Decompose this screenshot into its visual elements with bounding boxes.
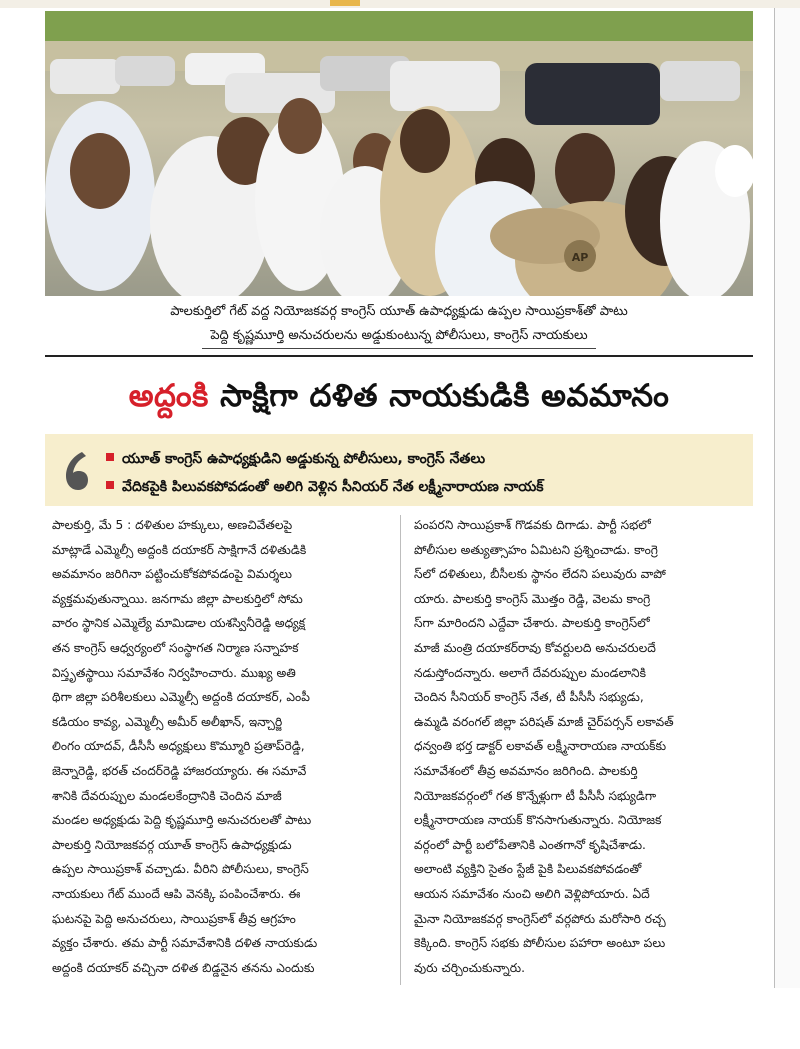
article-line: యారు. పాలకుర్తి కాంగ్రెస్ మొత్తం రెడ్డి, వెలమ కాంగ్రె <box>414 591 651 606</box>
article-line: వ్యక్తమవుతున్నాయి. జనగామ జిల్లా పాలకుర్తిలో సోమ <box>52 591 303 606</box>
article-line: వురు చర్చించుకున్నారు. <box>414 960 526 975</box>
cap-badge: AP <box>571 251 589 264</box>
bullet-icon <box>106 453 114 461</box>
photo-caption <box>45 300 753 349</box>
highlight-text-2: వేదికపైకి పిలువకపోవడంతో అలిగి వెళ్లిన సీనియర్ నేత లక్ష్మీనారాయణ నాయక్ <box>122 479 544 495</box>
article-line: శానికి దేవరుప్పుల మండలకేంద్రానికి చెందిన మాజీ <box>52 788 282 803</box>
photo-image-icon <box>45 11 753 296</box>
headline-rule <box>45 355 753 357</box>
article-line: జెన్నారెడ్డి, భరత్ చందర్‌రెడ్డి హాజరయ్యారు. ఈ సమావే <box>52 763 307 778</box>
article-line: వర్గంలో పార్టీ బలోపేతానికి ఎంతగానో కృషిచేశాడు. <box>414 837 646 852</box>
article-line: ఘటనపై పెద్ది అనుచరులు, సాయిప్రకాశ్ తీవ్ర ఆగ్రహం <box>52 911 296 926</box>
article-line: నడుస్తోందన్నారు. అలాగే దేవరుప్పుల మండలానికి <box>414 665 646 680</box>
article-line: ఉమ్మడి వరంగల్ జిల్లా పరిషత్ మాజీ చైర్‌పర్సన్ లకావత్ <box>414 714 674 729</box>
top-accent <box>330 0 360 6</box>
article-line: లింగం యాదవ్, డీసీసీ అధ్యక్షులు కొమ్మూరి ప్రతాప్‌రెడ్డి, <box>52 739 305 754</box>
article-line: అద్దంకి దయాకర్ వచ్చినా దళిత బిడ్డనైన తనను ఎందుకు <box>52 960 315 975</box>
headline-red-part: అద్దంకి <box>128 378 209 414</box>
article-line: ఆయన సమావేశం నుంచి అలిగి వెళ్లిపోయారు. ఏదే <box>414 886 650 901</box>
article-line: నాయకులు గేట్ ముందే ఆపి వెనక్కి పంపించేశారు. ఈ <box>52 886 301 901</box>
highlight-text-1: యూత్ కాంగ్రెస్ ఉపాధ్యక్షుడిని అడ్డుకున్న పోలీసులు, కాంగ్రెస్ నేతలు <box>122 451 486 467</box>
highlight-item-2 <box>106 476 544 498</box>
article-line: అవమానం జరిగినా పట్టించుకోకపోవడంపై విమర్శలు <box>52 567 292 582</box>
article-line: ఉప్పల సాయిప్రకాశ్ వచ్చాడు. వీరిని పోలీసులు, కాంగ్రెస్ <box>52 862 309 877</box>
article-line: స్‌లో దళితులు, బీసీలకు స్థానం లేదని పలువురు వాపో <box>414 567 666 582</box>
bullet-icon <box>106 481 114 489</box>
article-line: నియోజకవర్గంలో గత కొన్నేళ్లుగా టీ పీసీసీ సభ్యుడిగా <box>414 788 657 803</box>
caption-line-2: పెద్ది కృష్ణమూర్తి అనుచరులను అడ్డుకుంటున్న పోలీసులు, కాంగ్రెస్ నాయకులు <box>202 324 595 349</box>
article-line: వారం స్థానిక ఎమ్మెల్యే మామిడాల యశస్వినీరెడ్డి అధ్యక్ష <box>52 616 306 631</box>
article-line: పోలీసుల అత్యుత్సాహం ఏమిటని ప్రశ్నించాడు. కాంగ్రె <box>414 542 658 557</box>
article-line: థిగా జిల్లా పరిశీలకులు ఎమ్మెల్సీ అద్దంకి దయాకర్, ఎంపీ <box>52 690 310 705</box>
article-line: స్‌గా మారిందని ఎద్దేవా చేశారు. పాలకుర్తి కాంగ్రెస్‌లో <box>414 616 650 631</box>
caption-line-1: పాలకుర్తిలో గేట్ వద్ద నియోజకవర్గ కాంగ్రెస్ యూత్ ఉపాధ్యక్షుడు ఉప్పల సాయిప్రకాశ్‌తో పాటు <box>170 304 628 319</box>
article-line: ధన్వంతి భర్త డాక్టర్ లకావత్ లక్ష్మీనారాయణ నాయక్‌కు <box>414 739 667 754</box>
article-line: చెందిన సీనియర్ కాంగ్రెస్ నేత, టీ పీసీసీ సభ్యుడు, <box>414 690 644 705</box>
article-line: సమావేశంలో తీవ్ర అవమానం జరిగింది. పాలకుర్తి <box>414 763 638 778</box>
article-line: మాట్లాడే ఎమ్మెల్సీ అద్దంకి దయాకర్ సాక్షిగానే దళితుడికి <box>52 542 307 557</box>
highlight-item-1 <box>106 448 485 470</box>
article-line: కడియం కావ్య, ఎమ్మెల్సీ అమీర్ అలీఖాన్, ఇన్చార్జి <box>52 714 283 729</box>
article-line: లక్ష్మీనారాయణ నాయక్ కొనసాగుతున్నారు. నియోజక <box>414 813 662 828</box>
article-line: మైనా నియోజకవర్గ కాంగ్రెస్‌లో వర్గపోరు మరోసారి రచ్చ <box>414 911 666 926</box>
column-divider <box>400 515 401 985</box>
top-strip <box>0 0 800 8</box>
article-line: విస్తృతస్థాయి సమావేశం నిర్వహించారు. ముఖ్య అతి <box>52 665 296 680</box>
headline <box>45 364 753 428</box>
quote-mark-icon <box>60 446 100 496</box>
article-line: అలాంటి వ్యక్తిని సైతం స్టేజీ పైకి పిలువకపోవడంతో <box>414 862 642 877</box>
article-line: వ్యక్తం చేశారు. తమ పార్టీ సమావేశానికి దళిత నాయకుడు <box>52 936 318 951</box>
article-line: మండల అధ్యక్షుడు పెద్ది కృష్ణమూర్తి అనుచరులతో పాటు <box>52 813 312 828</box>
news-photo <box>45 11 753 296</box>
headline-black-part: సాక్షిగా దళిత నాయకుడికి అవమానం <box>208 378 670 414</box>
adjacent-page-edge <box>774 8 800 988</box>
article-line: పంపరని సాయిప్రకాశ్ గొడవకు దిగాడు. పార్టీ సభలో <box>414 518 651 532</box>
article-line: పాలకుర్తి, మే 5 : దళితుల హక్కులు, అణచివేతలపై <box>52 518 293 532</box>
article-column-right <box>414 513 756 980</box>
article-line: తన కాంగ్రెస్ ఆధ్వర్యంలో సంస్థాగత నిర్మాణ సన్నాహక <box>52 640 299 655</box>
article-line: పాలకుర్తి నియోజకవర్గ యూత్ కాంగ్రెస్ ఉపాధ్యక్షుడు <box>52 837 292 852</box>
article-line: కెక్కింది. కాంగ్రెస్ సభకు పోలీసుల పహారా అంటూ పలు <box>414 936 666 951</box>
article-column-left <box>52 513 394 980</box>
article-line: మాజీ మంత్రి దయాకర్‌రావు కోవర్టులది అనుచరులదే <box>414 640 656 655</box>
